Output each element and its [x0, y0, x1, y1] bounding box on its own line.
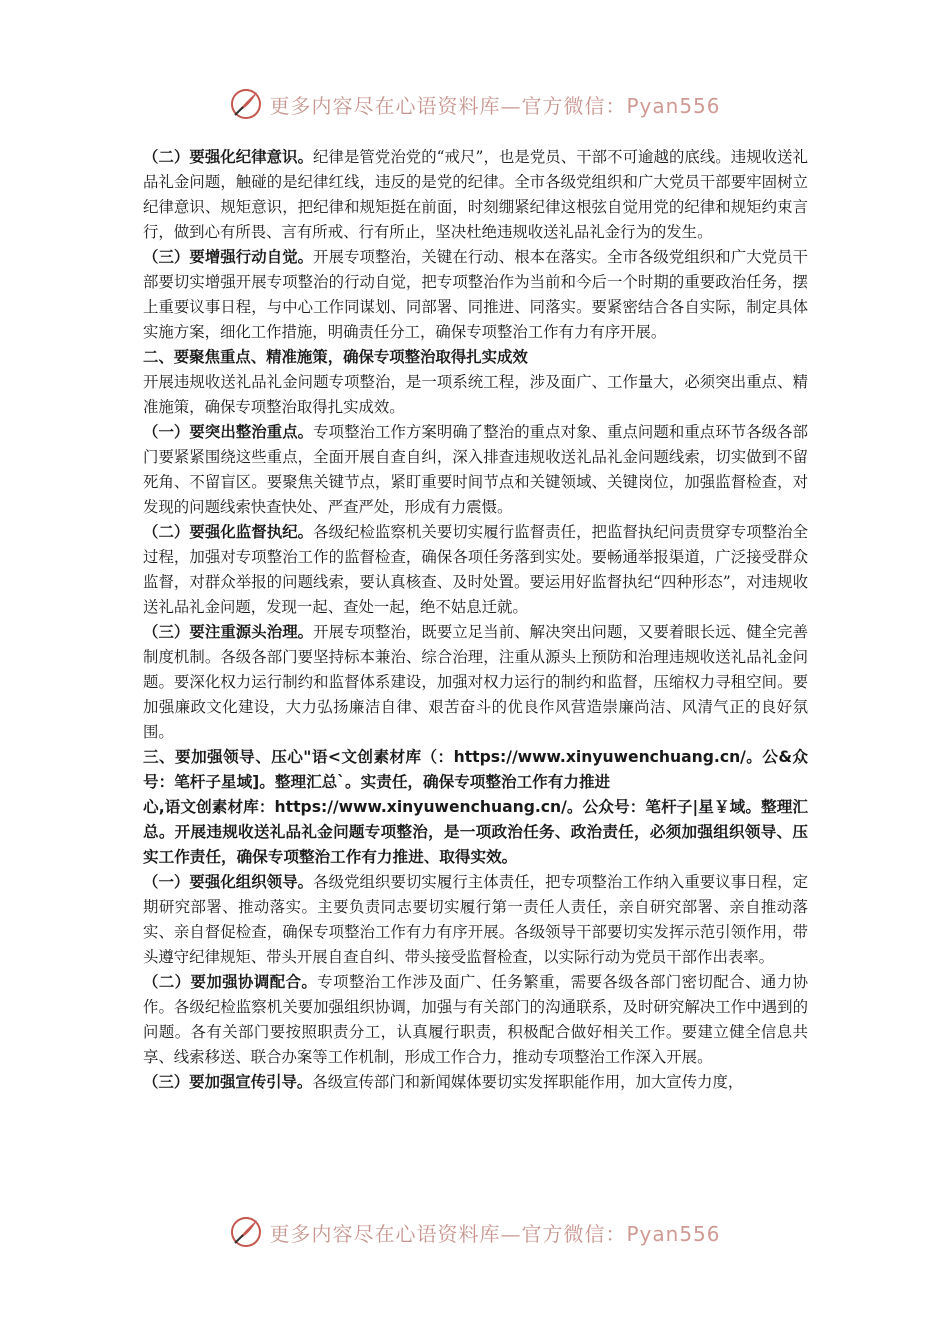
feather-pen-icon — [229, 1215, 263, 1249]
header-banner — [0, 84, 950, 124]
banner-text: 更多内容尽在心语资料库—官方微信：Pyan556 — [269, 93, 721, 118]
paragraph-watermarked: 心,语文创素材库：https://www.xinyuwenchuang.cn/。公众号：笔杆子|星￥域。整理汇总。开展违规收送礼品礼金问题专项整治，是一项政治任务、政治责任，必须加强组织领导、压实工作责任，确保专项整治工作有力推进、取得实效。 — [143, 798, 808, 866]
paragraph: 开展违规收送礼品礼金问题专项整治，是一项系统工程，涉及面广、工作量大，必须突出重点、精准施策，确保专项整治取得扎实成效。 — [143, 373, 808, 416]
footer-banner — [0, 1212, 950, 1252]
paragraph: （二）要强化纪律意识。纪律是管党治党的“戒尺”，也是党员、干部不可逾越的底线。违规收送礼品礼金问题，触碰的是纪律红线，违反的是党的纪律。全市各级党组织和广大党员干部要牢固树立纪律意识、规矩意识，把纪律和规矩挺在前面，时刻绷紧纪律这根弦自觉用党的纪律和规矩约束言行，做到心有所畏、言有所戒、行有所止，坚决杜绝违规收送礼品礼金行为的发生。 — [143, 148, 808, 241]
paragraph: （三）要增强行动自觉。开展专项整治，关键在行动、根本在落实。全市各级党组织和广大党员干部要切实增强开展专项整治的行动自觉，把专项整治作为当前和今后一个时期的重要政治任务，摆上重要议事日程，与中心工作同谋划、同部署、同推进、同落实。要紧密结合各自实际，制定具体实施方案，细化工作措施，明确责任分工，确保专项整治工作有力有序开展。 — [143, 248, 808, 341]
paragraph: （三）要注重源头治理。开展专项整治，既要立足当前、解决突出问题，又要着眼长远、健全完善制度机制。各级各部门要坚持标本兼治、综合治理，注重从源头上预防和治理违规收送礼品礼金问题。要深化权力运行制约和监督体系建设，加强对权力运行的制约和监督，压缩权力寻租空间。要加强廉政文化建设，大力弘扬廉洁自律、艰苦奋斗的优良作风营造崇廉尚洁、风清气正的良好氛围。 — [143, 623, 808, 741]
paragraph: （三）要加强宣传引导。各级宣传部门和新闻媒体要切实发挥职能作用，加大宣传力度， — [143, 1073, 744, 1091]
paragraph: （二）要加强协调配合。专项整治工作涉及面广、任务繁重，需要各级各部门密切配合、通力协作。各级纪检监察机关要加强组织协调，加强与有关部门的沟通联系，及时研究解决工作中遇到的问题。各有关部门要按照职责分工，认真履行职责，积极配合做好相关工作。要建立健全信息共享、线索移送、联合办案等工作机制，形成工作合力，推动专项整治工作深入开展。 — [143, 973, 808, 1066]
paragraph: （一）要突出整治重点。专项整治工作方案明确了整治的重点对象、重点问题和重点环节各级各部门要紧紧围绕这些重点，全面开展自查自纠，深入排查违规收送礼品礼金问题线索，切实做到不留死角、不留盲区。要聚焦关键节点，紧盯重要时间节点和关键领域、关键岗位，加强监督检查，对发现的问题线索快查快处、严查严处，形成有力震慑。 — [143, 423, 808, 516]
section-heading-watermarked: 三、要加强领导、压心"语<文创素材库（：https://www.xinyuwenchuang.cn/。公&众号：笔杆子星域]。整理汇总`。实责任，确保专项整治工作有力推进 — [143, 748, 808, 791]
section-heading: 二、要聚焦重点、精准施策，确保专项整治取得扎实成效 — [143, 348, 528, 366]
document-body — [143, 145, 808, 1095]
feather-pen-icon — [229, 87, 263, 121]
banner-text: 更多内容尽在心语资料库—官方微信：Pyan556 — [269, 1221, 721, 1246]
paragraph: （一）要强化组织领导。各级党组织要切实履行主体责任，把专项整治工作纳入重要议事日程，定期研究部署、推动落实。主要负责同志要切实履行第一责任人责任，亲自研究部署、亲自推动落实、亲自督促检查，确保专项整治工作有力有序开展。各级领导干部要切实发挥示范引领作用，带头遵守纪律规矩、带头开展自查自纠、带头接受监督检查，以实际行动为党员干部作出表率。 — [143, 873, 808, 966]
paragraph: （二）要强化监督执纪。各级纪检监察机关要切实履行监督责任，把监督执纪问责贯穿专项整治全过程，加强对专项整治工作的监督检查，确保各项任务落到实处。要畅通举报渠道，广泛接受群众监督，对群众举报的问题线索，要认真核查、及时处置。要运用好监督执纪“四种形态”，对违规收送礼品礼金问题，发现一起、查处一起，绝不姑息迁就。 — [143, 523, 808, 616]
